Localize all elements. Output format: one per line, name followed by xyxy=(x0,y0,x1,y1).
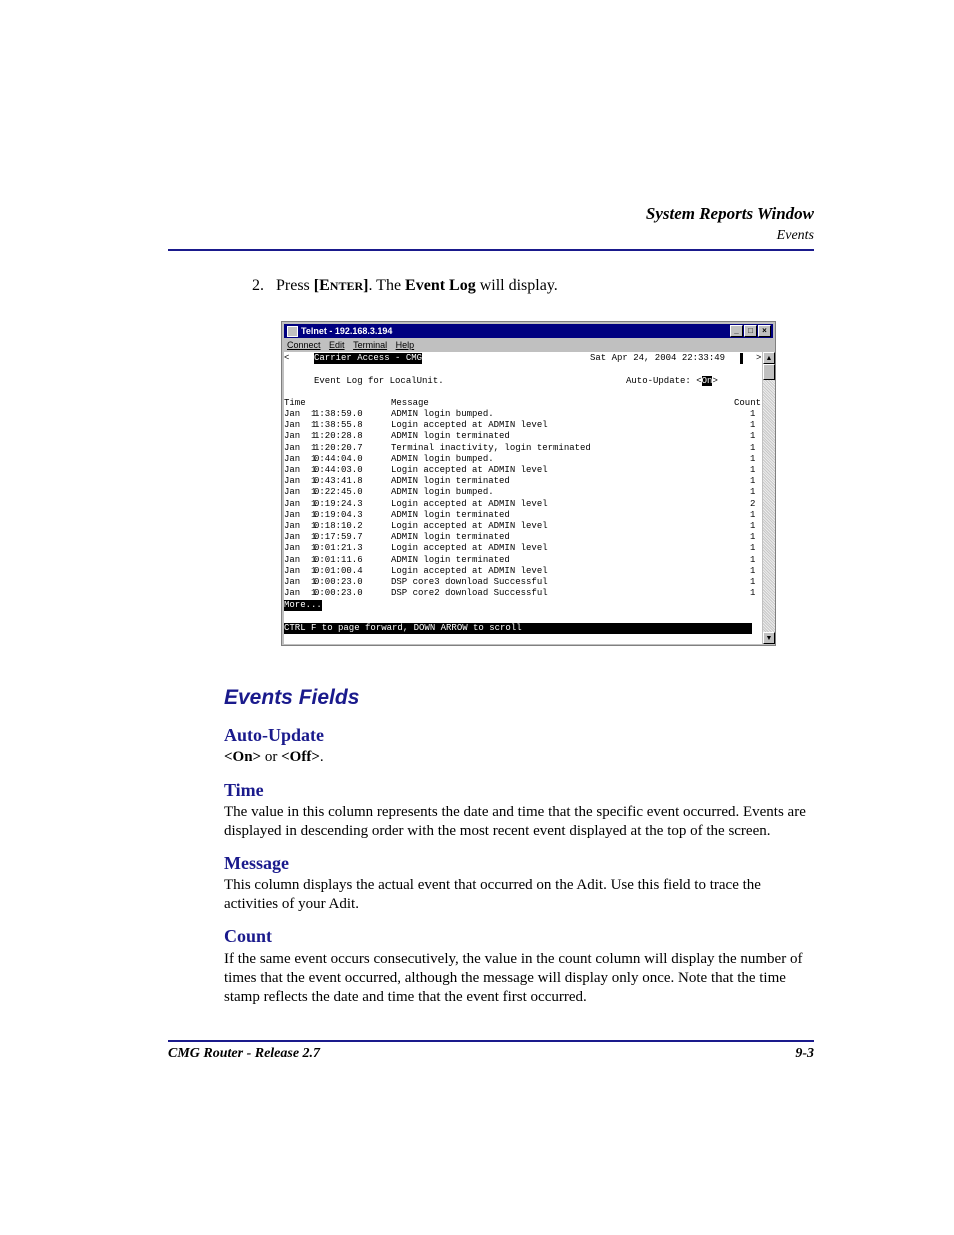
row-message: ADMIN login terminated xyxy=(391,554,510,565)
table-row xyxy=(284,443,762,454)
maximize-button[interactable]: □ xyxy=(744,325,757,337)
field-text-time: The value in this column represents the date and time that the specific event occurred. Events are displayed in descending order with the most recent event displayed at the top of the screen. xyxy=(224,804,806,839)
row-message: DSP core3 download Successful xyxy=(391,577,548,587)
row-time: 0:44:03.0 xyxy=(314,465,363,475)
row-time: 0:00:23.0 xyxy=(314,577,363,587)
right-arrow: > xyxy=(756,353,762,363)
telnet-window xyxy=(281,321,776,646)
row-time: 0:19:24.3 xyxy=(314,498,363,509)
terminal-screen[interactable] xyxy=(284,352,762,644)
table-row xyxy=(284,420,762,431)
row-time: 0:44:04.0 xyxy=(314,453,363,464)
row-message: Login accepted at ADMIN level xyxy=(391,521,548,531)
row-date: Jan 1 xyxy=(284,465,317,475)
row-count: 1 xyxy=(750,565,756,576)
menu-help[interactable]: Help xyxy=(395,340,415,350)
row-message: Login accepted at ADMIN level xyxy=(391,498,548,509)
row-date: Jan 1 xyxy=(284,543,317,554)
scroll-up-icon[interactable]: ▲ xyxy=(763,352,775,364)
row-message: Terminal inactivity, login terminated xyxy=(391,442,591,453)
row-time: 0:43:41.8 xyxy=(314,476,363,487)
row-date: Jan 1 xyxy=(284,431,317,442)
column-header-message: Message xyxy=(391,398,429,408)
row-count: 1 xyxy=(750,577,756,587)
row-time: 0:01:11.6 xyxy=(314,554,363,565)
row-date: Jan 1 xyxy=(284,577,317,587)
row-date: Jan 1 xyxy=(284,532,317,543)
table-row xyxy=(284,555,762,566)
table-row xyxy=(284,521,762,532)
row-count: 2 xyxy=(750,498,756,509)
row-date: Jan 1 xyxy=(284,453,317,464)
table-row xyxy=(284,454,762,465)
row-time: 0:01:21.3 xyxy=(314,543,363,554)
table-row xyxy=(284,431,762,442)
row-count: 1 xyxy=(750,487,756,498)
row-date: Jan 1 xyxy=(284,498,317,509)
row-time: 1:20:20.7 xyxy=(314,442,363,453)
table-row xyxy=(284,476,762,487)
field-heading-count: Count xyxy=(224,926,273,946)
cursor xyxy=(740,353,743,364)
row-message: Login accepted at ADMIN level xyxy=(391,420,548,431)
section-title: Events Fields xyxy=(224,686,360,709)
row-message: Login accepted at ADMIN level xyxy=(391,465,548,475)
row-date: Jan 1 xyxy=(284,521,317,531)
row-message: ADMIN login bumped. xyxy=(391,409,494,419)
column-header-time: Time xyxy=(284,398,306,408)
table-row xyxy=(284,499,762,510)
row-time: 0:19:04.3 xyxy=(314,509,363,520)
date-time: Sat Apr 24, 2004 22:33:49 xyxy=(590,353,726,363)
left-arrow: < xyxy=(284,353,290,363)
auto-update-field: Auto-Update: <On> xyxy=(626,376,718,386)
field-text-count: If the same event occurs consecutively, the value in the count column will display the number of times that the event occurred, although the message will display only once. Note that the time stamp reflects the date and time that the event first occurred. xyxy=(224,951,803,1005)
row-message: Login accepted at ADMIN level xyxy=(391,565,548,576)
close-button[interactable]: × xyxy=(758,325,771,337)
menu-edit[interactable]: Edit xyxy=(329,340,345,350)
table-row xyxy=(284,487,762,498)
row-count: 1 xyxy=(750,509,756,520)
row-date: Jan 1 xyxy=(284,565,317,576)
row-count: 1 xyxy=(750,521,756,531)
window-title: Telnet - 192.168.3.194 xyxy=(301,326,393,336)
footer-rule xyxy=(168,1040,814,1042)
row-message: ADMIN login bumped. xyxy=(391,453,494,464)
row-count: 1 xyxy=(750,554,756,565)
row-count: 1 xyxy=(750,588,756,599)
table-row xyxy=(284,465,762,476)
table-row xyxy=(284,566,762,577)
row-date: Jan 1 xyxy=(284,588,317,599)
window-titlebar[interactable] xyxy=(284,324,773,338)
status-line: CTRL F to page forward, DOWN ARROW to scroll xyxy=(284,623,752,634)
more-prompt[interactable]: More... xyxy=(284,600,322,610)
field-text-auto-update: <On> or <Off>. xyxy=(224,749,324,765)
menu-terminal[interactable]: Terminal xyxy=(353,340,388,350)
table-row xyxy=(284,532,762,543)
row-count: 1 xyxy=(750,409,756,419)
row-date: Jan 1 xyxy=(284,509,317,520)
table-row xyxy=(284,409,762,420)
table-row xyxy=(284,510,762,521)
row-count: 1 xyxy=(750,442,756,453)
row-message: DSP core2 download Successful xyxy=(391,588,548,599)
row-count: 1 xyxy=(750,532,756,543)
field-heading-message: Message xyxy=(224,853,289,873)
table-row xyxy=(284,577,762,588)
row-date: Jan 1 xyxy=(284,487,317,498)
auto-update-value[interactable]: On xyxy=(701,376,713,386)
table-row xyxy=(284,588,762,599)
row-time: 1:20:28.8 xyxy=(314,431,363,442)
running-header-title: System Reports Window xyxy=(645,204,814,223)
row-count: 1 xyxy=(750,465,756,475)
row-time: 1:38:59.0 xyxy=(314,409,363,419)
row-message: ADMIN login terminated xyxy=(391,476,510,487)
header-rule xyxy=(168,249,814,251)
row-message: Login accepted at ADMIN level xyxy=(391,543,548,554)
row-count: 1 xyxy=(750,476,756,487)
row-time: 1:38:55.8 xyxy=(314,420,363,431)
row-time: 0:00:23.0 xyxy=(314,588,363,599)
row-time: 0:17:59.7 xyxy=(314,532,363,543)
row-count: 1 xyxy=(750,453,756,464)
menu-connect[interactable]: Connect xyxy=(287,340,321,350)
row-date: Jan 1 xyxy=(284,409,317,419)
minimize-button[interactable]: _ xyxy=(730,325,743,337)
row-time: 0:01:00.4 xyxy=(314,565,363,576)
row-count: 1 xyxy=(750,431,756,442)
vertical-scrollbar[interactable] xyxy=(763,352,775,644)
running-header-subtitle: Events xyxy=(776,228,814,243)
scroll-thumb[interactable] xyxy=(763,364,775,380)
menu-bar xyxy=(284,339,773,351)
banner: Carrier Access - CMG xyxy=(314,353,423,363)
row-count: 1 xyxy=(750,543,756,554)
step-instruction: 2. Press [ENTER]. The Event Log will display. xyxy=(252,277,558,294)
row-time: 0:18:10.2 xyxy=(314,521,363,531)
row-count: 1 xyxy=(750,420,756,431)
row-message: ADMIN login terminated xyxy=(391,431,510,442)
row-message: ADMIN login terminated xyxy=(391,532,510,543)
row-message: ADMIN login bumped. xyxy=(391,487,494,498)
footer-title: CMG Router - Release 2.7 xyxy=(168,1046,321,1061)
field-heading-time: Time xyxy=(224,780,264,800)
row-date: Jan 1 xyxy=(284,554,317,565)
row-time: 0:22:45.0 xyxy=(314,487,363,498)
app-icon xyxy=(287,326,298,337)
table-row xyxy=(284,543,762,554)
scroll-down-icon[interactable]: ▼ xyxy=(763,632,775,644)
row-date: Jan 1 xyxy=(284,420,317,431)
field-text-message: This column displays the actual event that occurred on the Adit. Use this field to trace the activities of your Adit. xyxy=(224,877,761,912)
page-number: 9-3 xyxy=(795,1046,814,1061)
column-header-count: Count xyxy=(734,398,762,408)
log-title: Event Log for LocalUnit. xyxy=(314,376,444,386)
row-date: Jan 1 xyxy=(284,442,317,453)
row-date: Jan 1 xyxy=(284,476,317,487)
row-message: ADMIN login terminated xyxy=(391,509,510,520)
field-heading-auto-update: Auto-Update xyxy=(224,725,325,745)
